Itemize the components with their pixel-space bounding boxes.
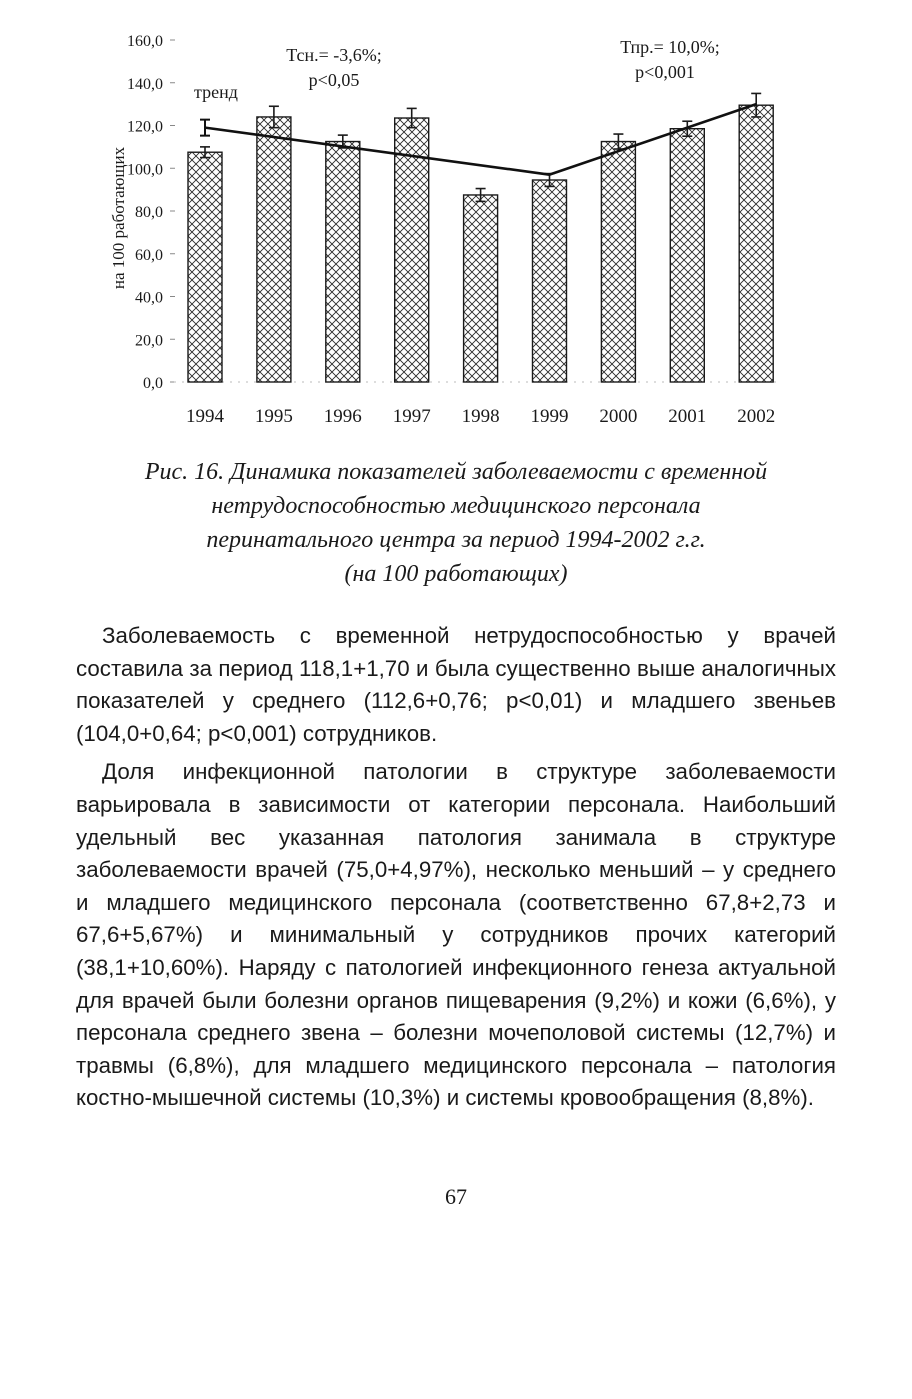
paragraph: Заболеваемость с временной нетрудоспособностью у врачей составила за период 118,1+1,70 и была существенно выше аналогичных показателей у среднего (112,6+0,76; p<0,01) и младшего звеньев (104,0+0,64; p<0,001) сотрудников.	[76, 623, 836, 746]
x-tick-label-1997: 1997	[392, 406, 431, 427]
bar-chart	[0, 0, 912, 440]
x-tick-label-1999: 1999	[530, 406, 569, 427]
caption-line: Рис. 16. Динамика показателей заболеваемости с временной	[144, 459, 768, 485]
page-number: 67	[445, 1184, 467, 1209]
x-tick-label-1995: 1995	[254, 406, 293, 427]
y-tick-label: 140,0	[127, 75, 163, 93]
y-tick-label: 80,0	[135, 204, 163, 221]
bar-1998	[464, 195, 498, 382]
y-tick-label: 100,0	[127, 161, 163, 179]
caption-line: (на 100 работающих)	[344, 561, 568, 587]
y-tick-label: 20,0	[135, 332, 163, 350]
bar-2002	[739, 105, 773, 382]
caption-line: перинатального центра за период 1994-2002 г.г.	[206, 527, 706, 553]
annotation-rise-line2: p<0,001	[635, 62, 695, 82]
x-tick-label-1996: 1996	[323, 406, 362, 427]
caption-line: нетрудоспособностью медицинского персонала	[211, 493, 701, 519]
y-tick-label: 40,0	[135, 289, 163, 307]
annotation-rise-line1: Тпр.= 10,0%;	[620, 37, 720, 57]
body-text	[76, 620, 836, 1121]
annotation-decline-line1: Тсн.= -3,6%;	[286, 45, 382, 65]
bar-1996	[326, 142, 360, 382]
y-axis-ticks	[127, 33, 175, 392]
y-tick-label: 60,0	[135, 246, 163, 264]
y-tick-label: 160,0	[127, 33, 163, 50]
trend-label: тренд	[194, 82, 238, 102]
y-axis-label: на 100 работающих	[109, 146, 128, 290]
bar-2001	[670, 129, 704, 382]
y-tick-label: 120,0	[127, 118, 163, 136]
bar-1999	[533, 180, 567, 382]
x-tick-label-2000: 2000	[599, 406, 638, 427]
paragraph: Доля инфекционной патологии в структуре заболеваемости варьировала в зависимости от категории персонала. Наибольший удельный вес указанная патология занимала в структуре заболеваемости врачей (75,0+4,97%), несколько меньший – у среднего и младшего медицинского персонала (соответственно 67,8+2,73 и 67,6+5,67%) и минимальный у сотрудников прочих категорий (38,1+10,60%). Наряду с патологией инфекционного генеза актуальной для врачей были болезни органов пищеварения (9,2%) и кожи (6,6%), у персонала среднего звена – болезни мочеполовой системы (12,7%) и травмы (6,8%), для младшего медицинского персонала – патология костно-мышечной системы (10,3%) и системы кровообращения (8,8%).	[76, 759, 836, 1111]
bars	[188, 105, 773, 382]
bar-1995	[257, 117, 291, 382]
x-tick-label-2002: 2002	[737, 406, 776, 427]
annotation-decline-line2: p<0,05	[308, 70, 360, 90]
x-tick-label-1998: 1998	[461, 406, 500, 427]
x-tick-label-1994: 1994	[186, 406, 224, 427]
bar-2000	[601, 142, 635, 382]
x-axis-ticks	[186, 406, 775, 427]
bar-1994	[188, 152, 222, 382]
figure-caption	[70, 455, 842, 591]
x-tick-label-2001: 2001	[668, 406, 707, 427]
y-tick-label: 0,0	[143, 375, 163, 392]
